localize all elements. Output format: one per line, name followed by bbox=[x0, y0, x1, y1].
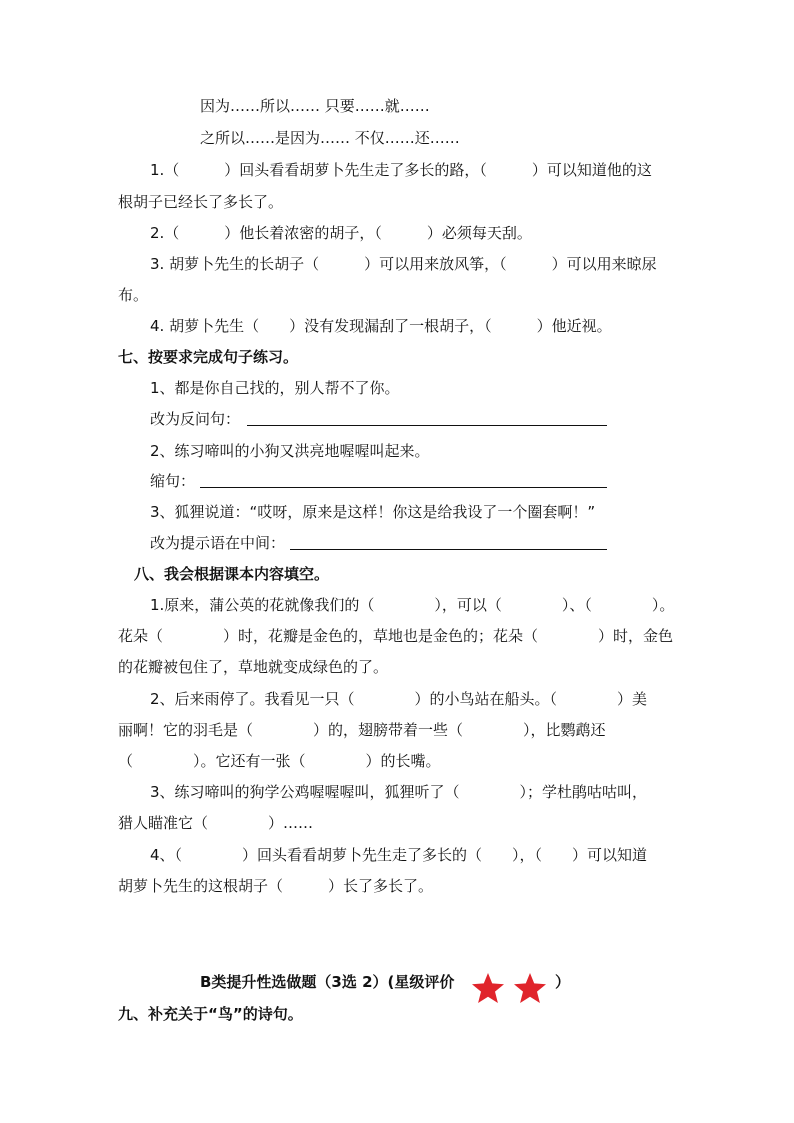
shorten-sentence-answer-line[interactable] bbox=[200, 487, 607, 488]
section-9-heading: 九、补充关于“鸟”的诗句。 bbox=[118, 1005, 303, 1023]
passage-3-line-1: 3、练习啼叫的狗学公鸡喔喔喔叫，狐狸听了（ ）；学杜鹃咕咕叫， bbox=[150, 783, 648, 801]
star-icon bbox=[472, 973, 504, 1003]
section-b-title-close: ） bbox=[555, 973, 571, 991]
sentence-1: 1、都是你自己找的，别人帮不了你。 bbox=[150, 379, 400, 397]
question-3-line-2: 布。 bbox=[118, 286, 149, 304]
question-2: 2.（ ）他长着浓密的胡子，（ ）必须每天刮。 bbox=[150, 224, 532, 242]
passage-1-line-3: 的花瓣被包住了，草地就变成绿色的了。 bbox=[118, 658, 389, 676]
passage-4-line-1: 4、（ ）回头看看胡萝卜先生走了多长的（ ），（ ）可以知道 bbox=[150, 846, 648, 864]
question-1-line-2: 根胡子已经长了多长了。 bbox=[118, 193, 284, 211]
question-3-line-1: 3. 胡萝卜先生的长胡子（ ）可以用来放风筝，（ ）可以用来晾尿 bbox=[150, 255, 657, 273]
rhetorical-question-answer-line[interactable] bbox=[247, 425, 607, 426]
section-b-title: B类提升性选做题（3选 2）(星级评价 bbox=[200, 973, 455, 991]
rhetorical-question-prompt: 改为反问句： bbox=[150, 410, 241, 428]
connective-row-1: 因为……所以…… 只要……就…… bbox=[200, 97, 430, 115]
passage-1-line-1: 1.原来，蒲公英的花就像我们的（ ），可以（ ）、（ ）。 bbox=[150, 596, 675, 614]
question-4: 4. 胡萝卜先生（ ）没有发现漏刮了一根胡子，（ ）他近视。 bbox=[150, 317, 612, 335]
passage-4-line-2: 胡萝卜先生的这根胡子（ ）长了多长了。 bbox=[118, 877, 434, 895]
section-8-heading: 八、我会根据课本内容填空。 bbox=[134, 565, 330, 583]
section-7-heading: 七、按要求完成句子练习。 bbox=[118, 348, 299, 366]
passage-2-line-1: 2、后来雨停了。我看见一只（ ）的小鸟站在船头。（ ）美 bbox=[150, 690, 648, 708]
rewrite-quote-answer-line[interactable] bbox=[290, 549, 607, 550]
rewrite-quote-prompt: 改为提示语在中间： bbox=[150, 534, 286, 552]
passage-3-line-2: 猎人瞄准它（ ）…… bbox=[118, 814, 314, 832]
shorten-sentence-prompt: 缩句： bbox=[150, 472, 196, 490]
star-icon bbox=[514, 973, 546, 1003]
passage-2-line-3: （ ）。它还有一张（ ）的长嘴。 bbox=[118, 752, 441, 770]
sentence-2: 2、练习啼叫的小狗又洪亮地喔喔叫起来。 bbox=[150, 442, 430, 460]
sentence-3: 3、狐狸说道：“哎呀，原来是这样！你这是给我设了一个圈套啊！” bbox=[150, 503, 596, 521]
connective-row-2: 之所以……是因为…… 不仅……还…… bbox=[200, 129, 460, 147]
star-rating bbox=[470, 972, 550, 1006]
passage-1-line-2: 花朵（ ）时，花瓣是金色的，草地也是金色的；花朵（ ）时，金色 bbox=[118, 627, 674, 645]
passage-2-line-2: 丽啊！它的羽毛是（ ）的，翅膀带着一些（ ），比鹦鹉还 bbox=[118, 721, 606, 739]
question-1-line-1: 1.（ ）回头看看胡萝卜先生走了多长的路，（ ）可以知道他的这 bbox=[150, 161, 652, 179]
